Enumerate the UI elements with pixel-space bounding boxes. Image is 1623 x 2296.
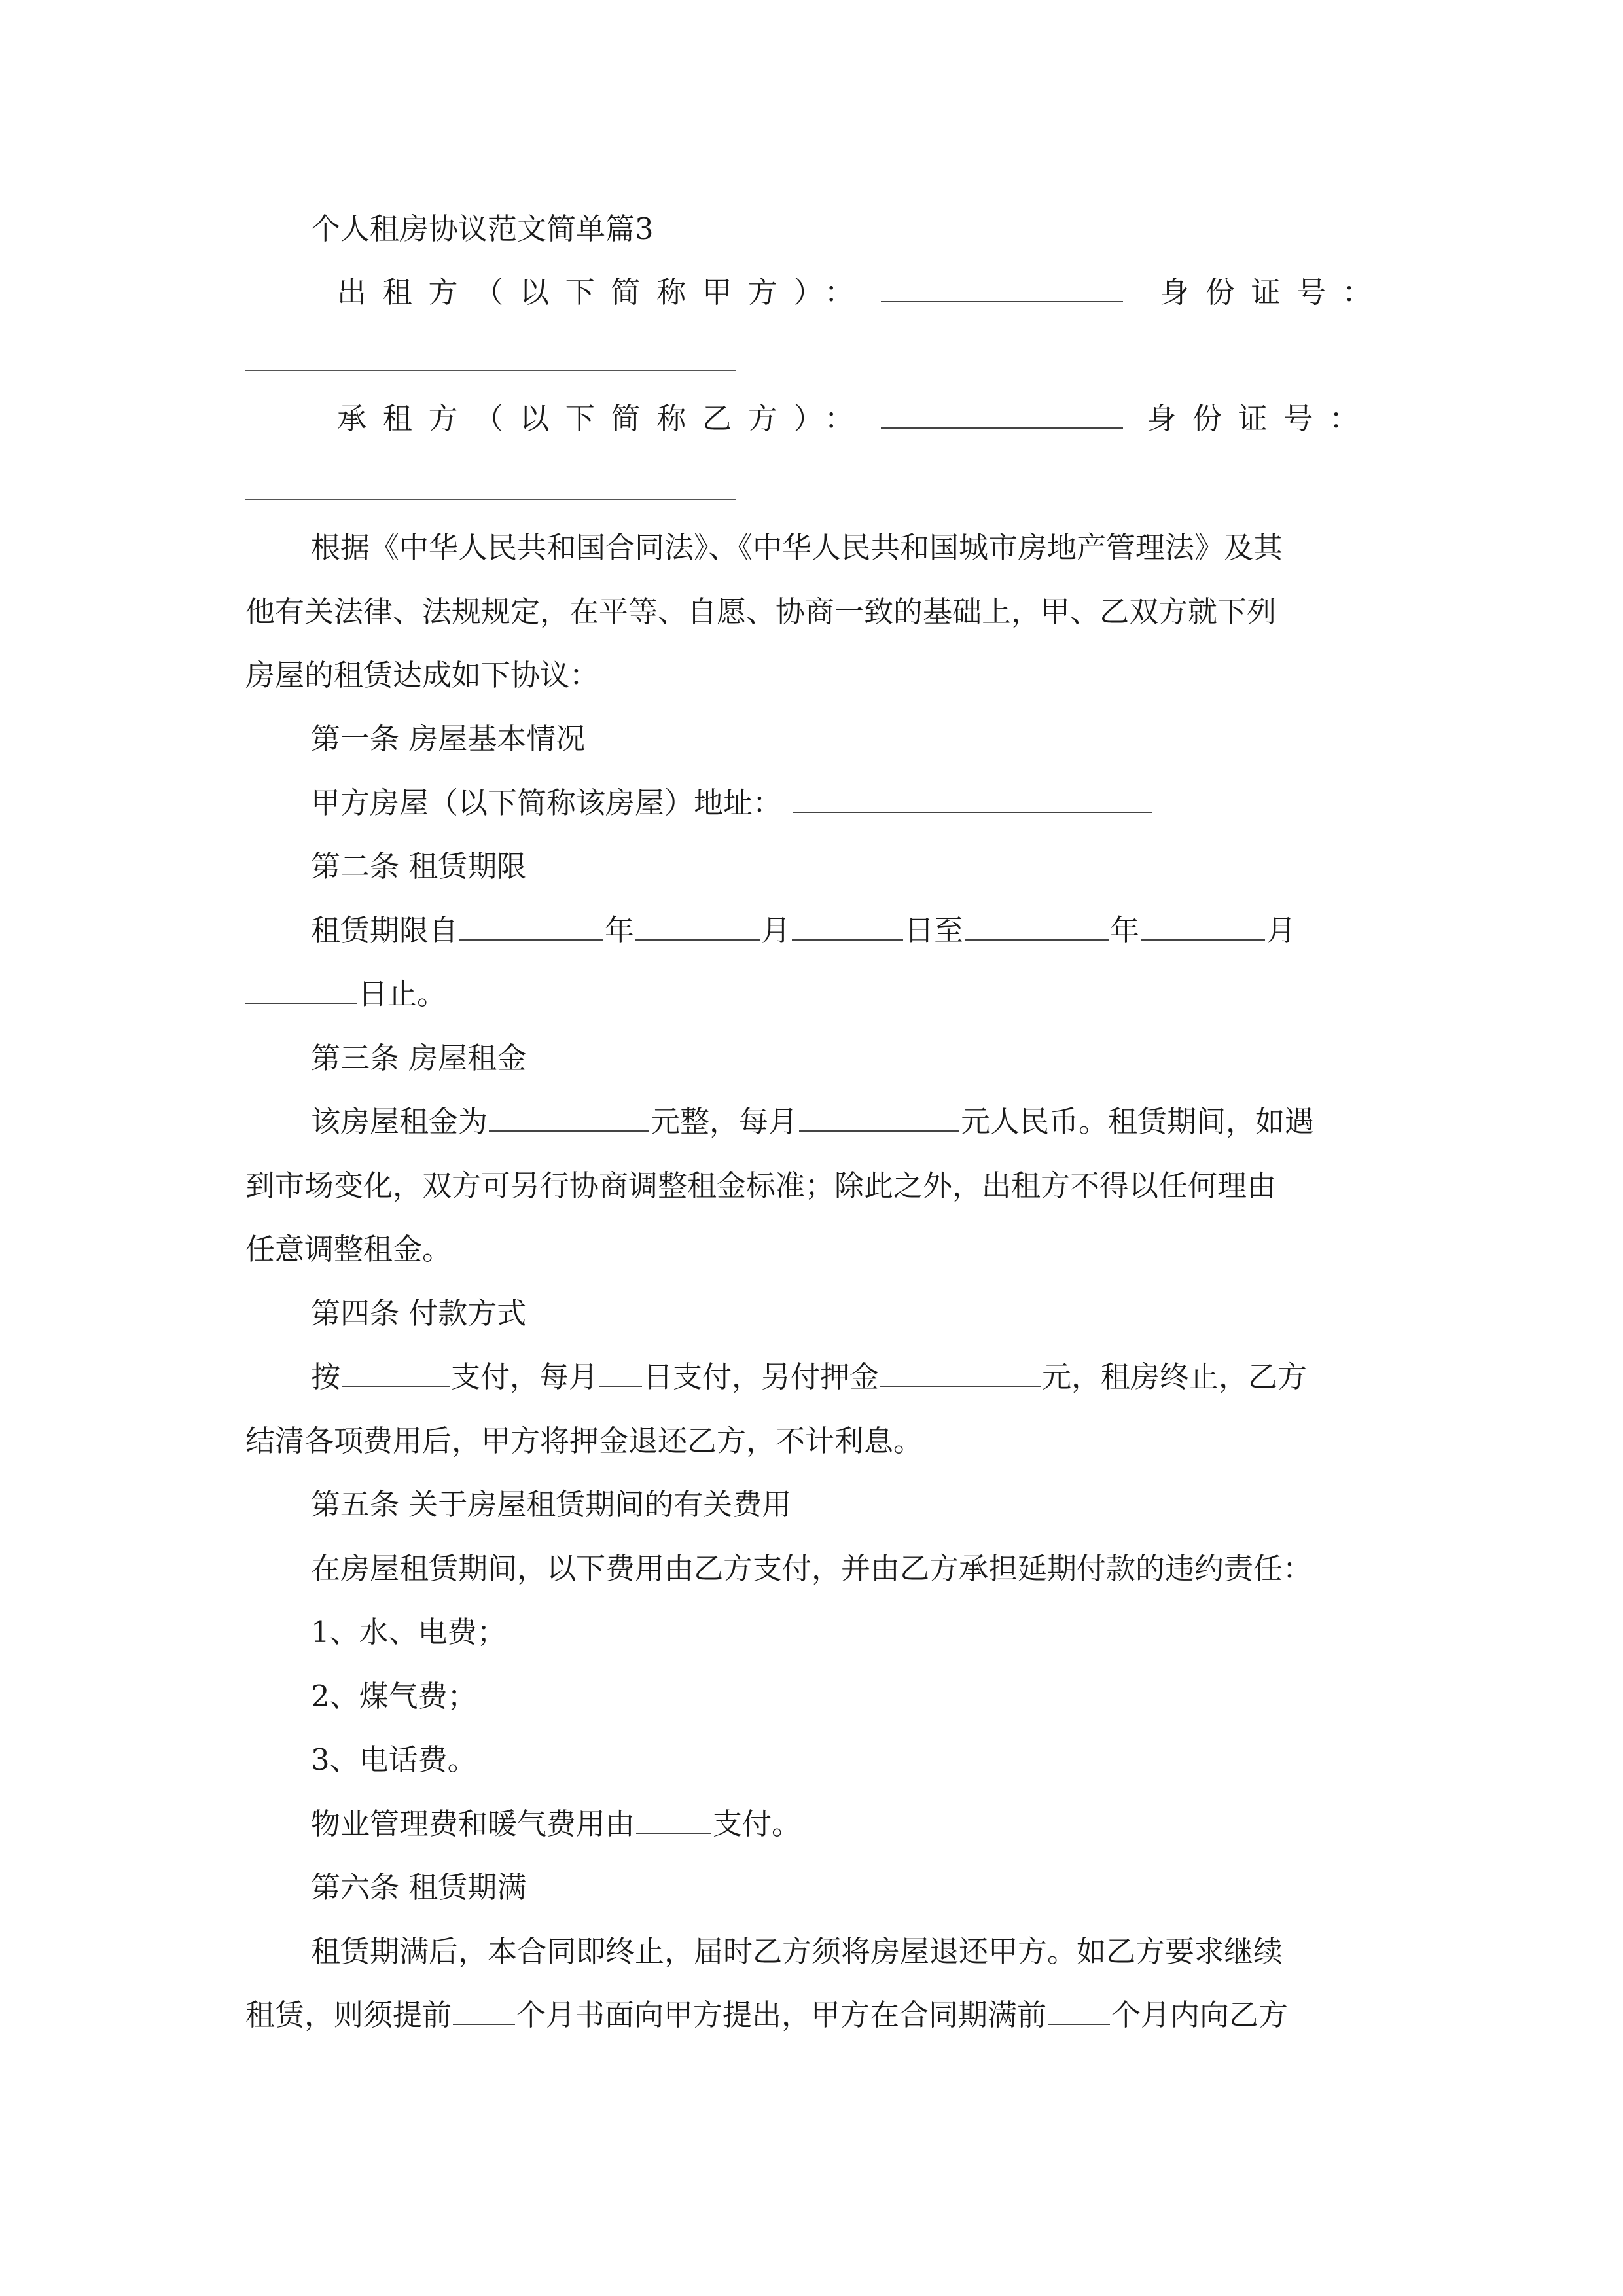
- expiry-line-2: [245, 1994, 1378, 2036]
- fee-item-1: 1、水、电费；: [311, 1615, 507, 1649]
- address-blank[interactable]: [793, 785, 1152, 813]
- lessee-id-label: 身份证号：: [1147, 401, 1375, 436]
- payment-method-blank[interactable]: [342, 1359, 450, 1387]
- end-year-blank[interactable]: [965, 913, 1109, 941]
- lease-term-start-label: 租赁期限自: [311, 913, 459, 948]
- rent-line: [311, 1101, 1378, 1143]
- rent-label: 该房屋租金为: [311, 1104, 488, 1139]
- payment-day-blank[interactable]: [599, 1359, 642, 1387]
- start-month-blank[interactable]: [635, 913, 760, 941]
- lessee-line: [337, 398, 1378, 440]
- rent-monthly-blank[interactable]: [799, 1104, 959, 1132]
- year-label: 年: [605, 913, 635, 948]
- end-day-blank[interactable]: [245, 977, 357, 1004]
- article-3-heading: 第三条 房屋租金: [311, 1041, 527, 1075]
- renewal-months-blank[interactable]: [453, 1998, 515, 2025]
- payment-line-2: 结清各项费用后，甲方将押金退还乙方，不计利息。: [245, 1424, 923, 1458]
- lessor-line: [337, 272, 1388, 314]
- lessor-label: 出租方（以下简称甲方）：: [337, 275, 870, 310]
- reply-months-blank[interactable]: [1048, 1998, 1110, 2025]
- property-fee-label: 物业管理费和暖气费用由: [311, 1806, 635, 1841]
- property-fee-pay-label: 支付。: [713, 1806, 802, 1841]
- deposit-label: 日支付，另付押金: [643, 1359, 880, 1394]
- deposit-terms-label: 元，租房终止，乙方: [1042, 1359, 1308, 1394]
- article-5-heading: 第五条 关于房屋租赁期间的有关费用: [311, 1487, 792, 1522]
- fee-item-2: 2、煤气费；: [311, 1679, 477, 1713]
- intro-line-1: 根据《中华人民共和国合同法》、《中华人民共和国城市房地产管理法》及其: [311, 530, 1283, 565]
- start-day-blank[interactable]: [792, 913, 903, 941]
- month-label: 月: [1266, 913, 1296, 948]
- end-month-blank[interactable]: [1141, 913, 1265, 941]
- deposit-blank[interactable]: [880, 1359, 1041, 1387]
- month-label: 月: [761, 913, 791, 948]
- payment-by-label: 按: [311, 1359, 341, 1394]
- property-fee-payer-blank[interactable]: [636, 1806, 711, 1834]
- rent-total-blank[interactable]: [489, 1104, 649, 1132]
- expiry-line-1: 租赁期满后，本合同即终止，届时乙方须将房屋退还甲方。如乙方要求继续: [311, 1934, 1283, 1969]
- day-end-label: 日止。: [358, 977, 447, 1011]
- renewal-notice-label: 租赁，则须提前: [245, 1998, 452, 2032]
- article-1-heading: 第一条 房屋基本情况: [311, 721, 586, 756]
- article-6-heading: 第六条 租赁期满: [311, 1870, 527, 1905]
- renewal-written-label: 个月书面向甲方提出，甲方在合同期满前: [516, 1998, 1047, 2032]
- document-title: 个人租房协议范文简单篇3: [311, 211, 654, 246]
- article-4-heading: 第四条 付款方式: [311, 1296, 527, 1331]
- lessee-label: 承租方（以下简称乙方）：: [337, 401, 870, 436]
- rent-monthly-label: 元整，每月: [651, 1104, 798, 1139]
- intro-line-2: 他有关法律、法规规定，在平等、自愿、协商一致的基础上，甲、乙双方就下列: [245, 594, 1277, 629]
- rent-currency-label: 元人民币。租赁期间，如遇: [961, 1104, 1315, 1139]
- lessee-id-blank[interactable]: [245, 499, 736, 500]
- payment-line: [311, 1356, 1378, 1398]
- day-to-label: 日至: [904, 913, 964, 948]
- rent-line-2: 到市场变化，双方可另行协商调整租金标准；除此之外，出租方不得以任何理由: [245, 1168, 1277, 1203]
- year-label: 年: [1110, 913, 1140, 948]
- lessor-id-blank[interactable]: [245, 370, 736, 371]
- address-label: 甲方房屋（以下简称该房屋）地址：: [311, 785, 783, 820]
- article-2-heading: 第二条 租赁期限: [311, 849, 527, 884]
- start-year-blank[interactable]: [459, 913, 603, 941]
- reply-label: 个月内向乙方: [1111, 1998, 1289, 2032]
- property-fee-line: [311, 1803, 1378, 1845]
- lease-term-line: [311, 910, 1378, 952]
- fee-item-3: 3、电话费。: [311, 1742, 477, 1777]
- intro-line-3: 房屋的租赁达成如下协议：: [245, 658, 599, 692]
- address-line: [311, 782, 1378, 824]
- lessor-name-blank[interactable]: [881, 275, 1123, 302]
- fees-intro-line: 在房屋租赁期间，以下费用由乙方支付，并由乙方承担延期付款的违约责任：: [311, 1551, 1313, 1586]
- lease-term-end-line: [245, 973, 1378, 1015]
- lessor-id-label: 身份证号：: [1160, 275, 1388, 310]
- payment-monthly-label: 支付，每月: [451, 1359, 599, 1394]
- rent-line-3: 任意调整租金。: [245, 1232, 452, 1266]
- lessee-name-blank[interactable]: [881, 401, 1123, 429]
